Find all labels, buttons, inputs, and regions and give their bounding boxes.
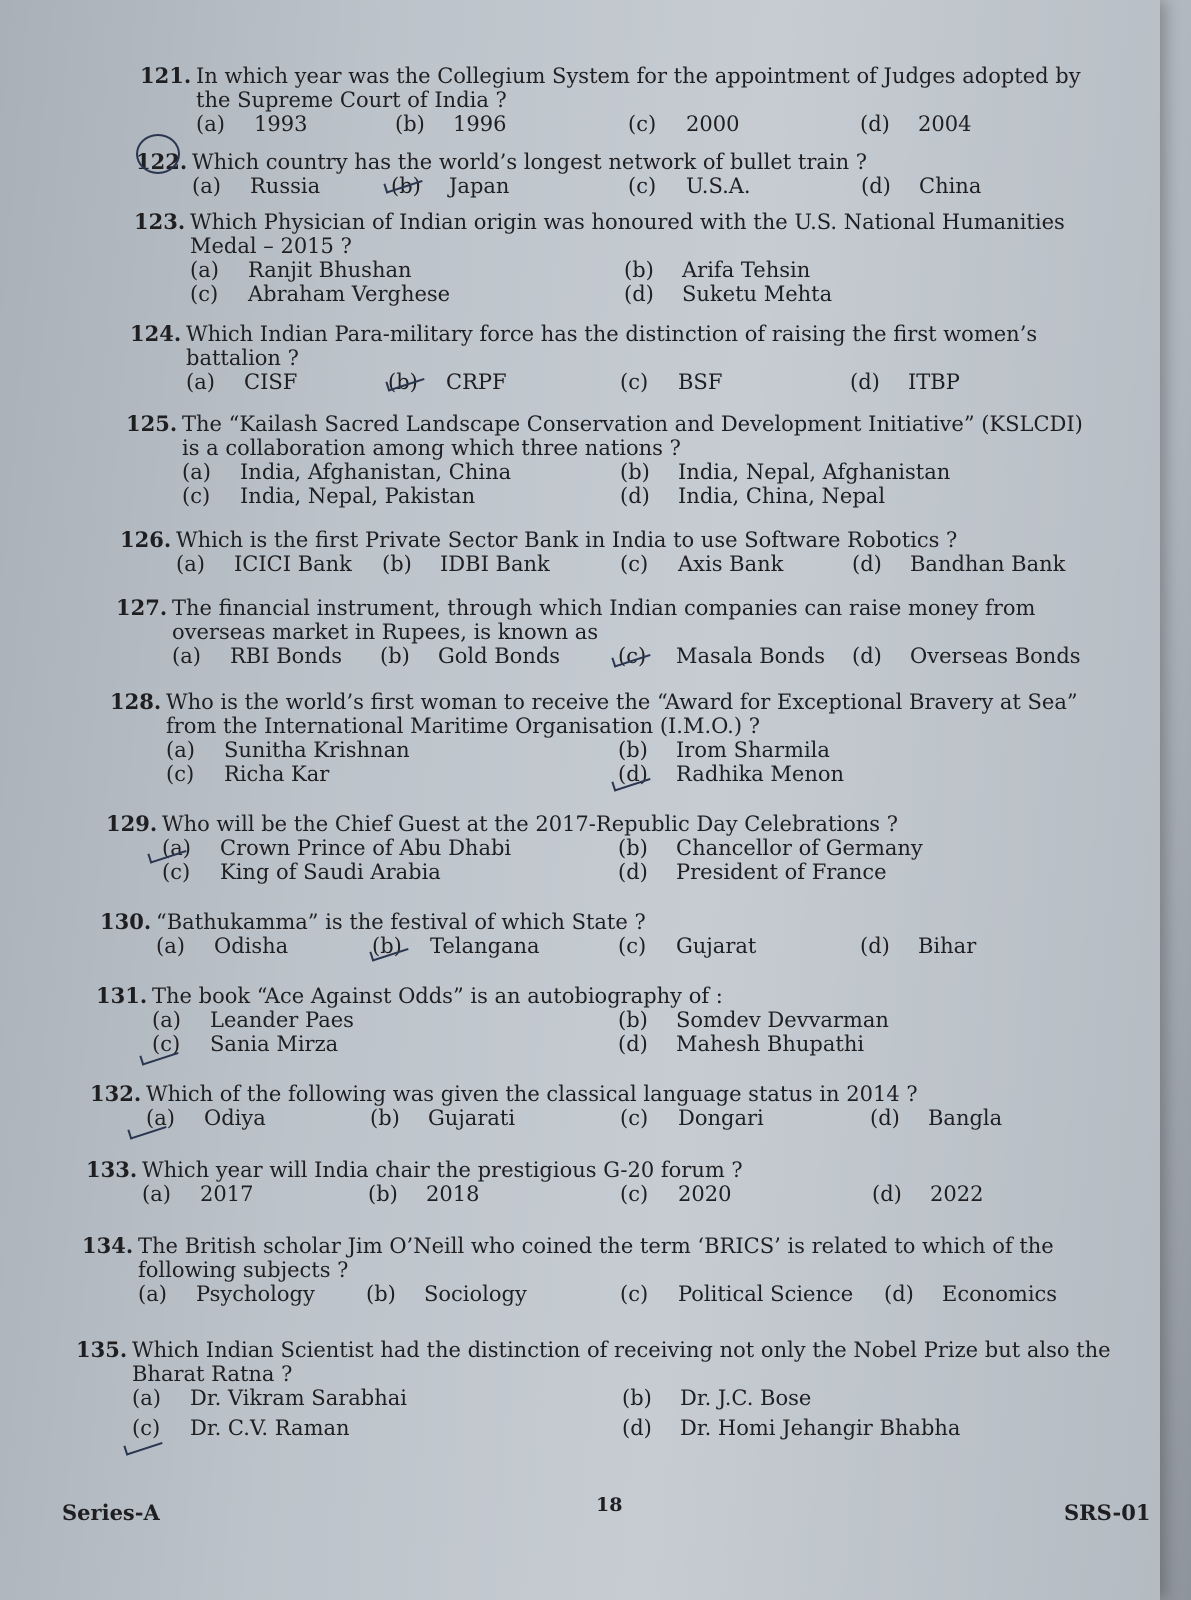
- option-d: (d) China: [861, 174, 982, 198]
- question-number: 121.: [140, 63, 192, 88]
- option-b: (b) Chancellor of Germany: [618, 836, 923, 860]
- question-text: In which year was the Collegium System for the appointment of Judges adopted by the Supreme Court of India ?: [196, 64, 1081, 112]
- options-row: [110, 762, 1110, 786]
- options-row: [76, 1416, 1136, 1440]
- option-d: (d) Overseas Bonds: [852, 644, 1081, 668]
- question-128: [110, 690, 1110, 786]
- option-a: (a) Leander Paes: [152, 1008, 354, 1032]
- options-row: [106, 836, 1106, 860]
- question-number: 130.: [100, 909, 152, 934]
- options-row: [76, 1386, 1136, 1416]
- question-text: The “Kailash Sacred Landscape Conservation and Development Initiative” (KSLCDI) is a collaboration among which three nations ?: [182, 412, 1083, 460]
- series-label: Series-A: [62, 1500, 160, 1525]
- question-number: 122.: [136, 149, 188, 174]
- question-number: 126.: [120, 527, 172, 552]
- option-b: (b) Irom Sharmila: [618, 738, 830, 762]
- page-number: 18: [596, 1494, 623, 1516]
- question-number: 123.: [134, 209, 186, 234]
- question-text: Which is the first Private Sector Bank in India to use Software Robotics ?: [176, 528, 958, 552]
- question-text: Which Physician of Indian origin was honoured with the U.S. National Humanities Medal – 2015 ?: [190, 210, 1065, 258]
- option-d: (d) India, China, Nepal: [620, 484, 886, 508]
- question-122: [136, 150, 1086, 198]
- options-row: [126, 460, 1101, 484]
- options-row: [90, 1106, 1110, 1130]
- option-b: (b) Japan: [391, 174, 510, 198]
- option-c: (c) Richa Kar: [166, 762, 330, 786]
- question-number: 132.: [90, 1081, 142, 1106]
- option-b: (b) Gold Bonds: [380, 644, 561, 668]
- question-number: 127.: [116, 595, 168, 620]
- option-a: (a) Odiya: [146, 1106, 266, 1130]
- option-a: (a) India, Afghanistan, China: [182, 460, 512, 484]
- option-b: (b) Somdev Devvarman: [618, 1008, 889, 1032]
- question-134: [82, 1234, 1132, 1306]
- question-number: 125.: [126, 411, 178, 436]
- option-b: (b) 2018: [368, 1182, 480, 1206]
- options-row: [120, 552, 1100, 576]
- option-d: (d) Bangla: [870, 1106, 1003, 1130]
- options-row: [106, 860, 1106, 884]
- option-d: (d) Suketu Mehta: [624, 282, 833, 306]
- option-c: (c) Abraham Verghese: [190, 282, 451, 306]
- option-a: (a) Crown Prince of Abu Dhabi: [162, 836, 512, 860]
- question-text: Who is the world’s first woman to receive the “Award for Exceptional Bravery at Sea” from the International Maritime Organisation (I.M.O.) ?: [166, 690, 1078, 738]
- option-b: (b) IDBI Bank: [382, 552, 550, 576]
- option-b: (b) Telangana: [372, 934, 540, 958]
- option-c: (c) King of Saudi Arabia: [162, 860, 441, 884]
- option-d: (d) Dr. Homi Jehangir Bhabha: [622, 1416, 961, 1440]
- question-number: 129.: [106, 811, 158, 836]
- question-number: 135.: [76, 1337, 128, 1362]
- option-c: (c) India, Nepal, Pakistan: [182, 484, 476, 508]
- question-133: [86, 1158, 1106, 1206]
- question-135: [76, 1338, 1136, 1440]
- option-c: (c) 2000: [628, 112, 740, 136]
- question-124: [130, 322, 1095, 394]
- option-a: (a) RBI Bonds: [172, 644, 343, 668]
- options-row: [86, 1182, 1106, 1206]
- option-b: (b) Dr. J.C. Bose: [622, 1386, 812, 1410]
- option-c: (c) Gujarat: [618, 934, 757, 958]
- question-number: 133.: [86, 1157, 138, 1182]
- option-b: (b) Gujarati: [370, 1106, 516, 1130]
- options-row: [110, 738, 1110, 762]
- question-number: 124.: [130, 321, 182, 346]
- option-b: (b) India, Nepal, Afghanistan: [620, 460, 951, 484]
- question-text: Who will be the Chief Guest at the 2017-Republic Day Celebrations ?: [162, 812, 898, 836]
- option-c: (c) Sania Mirza: [152, 1032, 339, 1056]
- question-132: [90, 1082, 1110, 1130]
- option-c: (c) Dongari: [620, 1106, 764, 1130]
- option-d: (d) Radhika Menon: [618, 762, 845, 786]
- question-number: 134.: [82, 1233, 134, 1258]
- option-a: (a) Sunitha Krishnan: [166, 738, 410, 762]
- option-a: (a) Dr. Vikram Sarabhai: [132, 1386, 407, 1410]
- question-126: [120, 528, 1100, 576]
- question-number: 131.: [96, 983, 148, 1008]
- option-d: (d) Bandhan Bank: [852, 552, 1066, 576]
- option-b: (b) Sociology: [366, 1282, 527, 1306]
- question-text: Which Indian Para-military force has the distinction of raising the first women’s battalion ?: [186, 322, 1038, 370]
- options-row: [134, 258, 1094, 282]
- options-row: [96, 1008, 1106, 1032]
- option-d: (d) 2004: [860, 112, 972, 136]
- question-text: Which Indian Scientist had the distinction of receiving not only the Nobel Prize but also the Bharat Ratna ?: [132, 1338, 1111, 1386]
- option-c: (c) Masala Bonds: [618, 644, 826, 668]
- option-c: (c) BSF: [620, 370, 723, 394]
- options-row: [130, 370, 1095, 394]
- option-c: (c) 2020: [620, 1182, 732, 1206]
- option-d: (d) 2022: [872, 1182, 984, 1206]
- question-text: The British scholar Jim O’Neill who coined the term ‘BRICS’ is related to which of the following subjects ?: [138, 1234, 1054, 1282]
- question-121: [140, 64, 1090, 136]
- paper-code: SRS-01: [1064, 1500, 1151, 1525]
- question-129: [106, 812, 1106, 884]
- option-c: (c) U.S.A.: [628, 174, 751, 198]
- option-c: (c) Axis Bank: [620, 552, 784, 576]
- option-b: (b) Arifa Tehsin: [624, 258, 811, 282]
- question-131: [96, 984, 1106, 1056]
- option-b: (b) 1996: [395, 112, 507, 136]
- question-text: Which country has the world’s longest network of bullet train ?: [192, 150, 868, 174]
- option-d: (d) President of France: [618, 860, 887, 884]
- option-c: (c) Political Science: [620, 1282, 854, 1306]
- options-row: [96, 1032, 1106, 1056]
- option-a: (a) Ranjit Bhushan: [190, 258, 412, 282]
- option-a: (a) Psychology: [138, 1282, 315, 1306]
- option-a: (a) Russia: [192, 174, 321, 198]
- options-row: [140, 112, 1090, 136]
- option-c: (c) Dr. C.V. Raman: [132, 1416, 350, 1440]
- pen-circle-mark: [136, 134, 180, 174]
- option-b: (b) CRPF: [388, 370, 507, 394]
- option-d: (d) ITBP: [850, 370, 960, 394]
- question-text: The financial instrument, through which Indian companies can raise money from overseas market in Rupees, is known as: [172, 596, 1036, 644]
- question-text: Which of the following was given the classical language status in 2014 ?: [146, 1082, 918, 1106]
- option-a: (a) Odisha: [156, 934, 289, 958]
- question-130: [100, 910, 1100, 958]
- options-row: [126, 484, 1101, 508]
- option-a: (a) ICICI Bank: [176, 552, 352, 576]
- option-d: (d) Economics: [884, 1282, 1058, 1306]
- option-a: (a) CISF: [186, 370, 298, 394]
- options-row: [82, 1282, 1132, 1306]
- question-123: [134, 210, 1094, 306]
- options-row: [136, 174, 1086, 198]
- question-text: “Bathukamma” is the festival of which State ?: [156, 910, 646, 934]
- option-d: (d) Bihar: [860, 934, 977, 958]
- question-text: Which year will India chair the prestigious G-20 forum ?: [142, 1158, 743, 1182]
- options-row: [100, 934, 1100, 958]
- option-a: (a) 1993: [196, 112, 308, 136]
- options-row: [134, 282, 1094, 306]
- option-a: (a) 2017: [142, 1182, 254, 1206]
- question-text: The book “Ace Against Odds” is an autobiography of :: [152, 984, 723, 1008]
- question-125: [126, 412, 1101, 508]
- options-row: [116, 644, 1106, 668]
- option-d: (d) Mahesh Bhupathi: [618, 1032, 865, 1056]
- question-number: 128.: [110, 689, 162, 714]
